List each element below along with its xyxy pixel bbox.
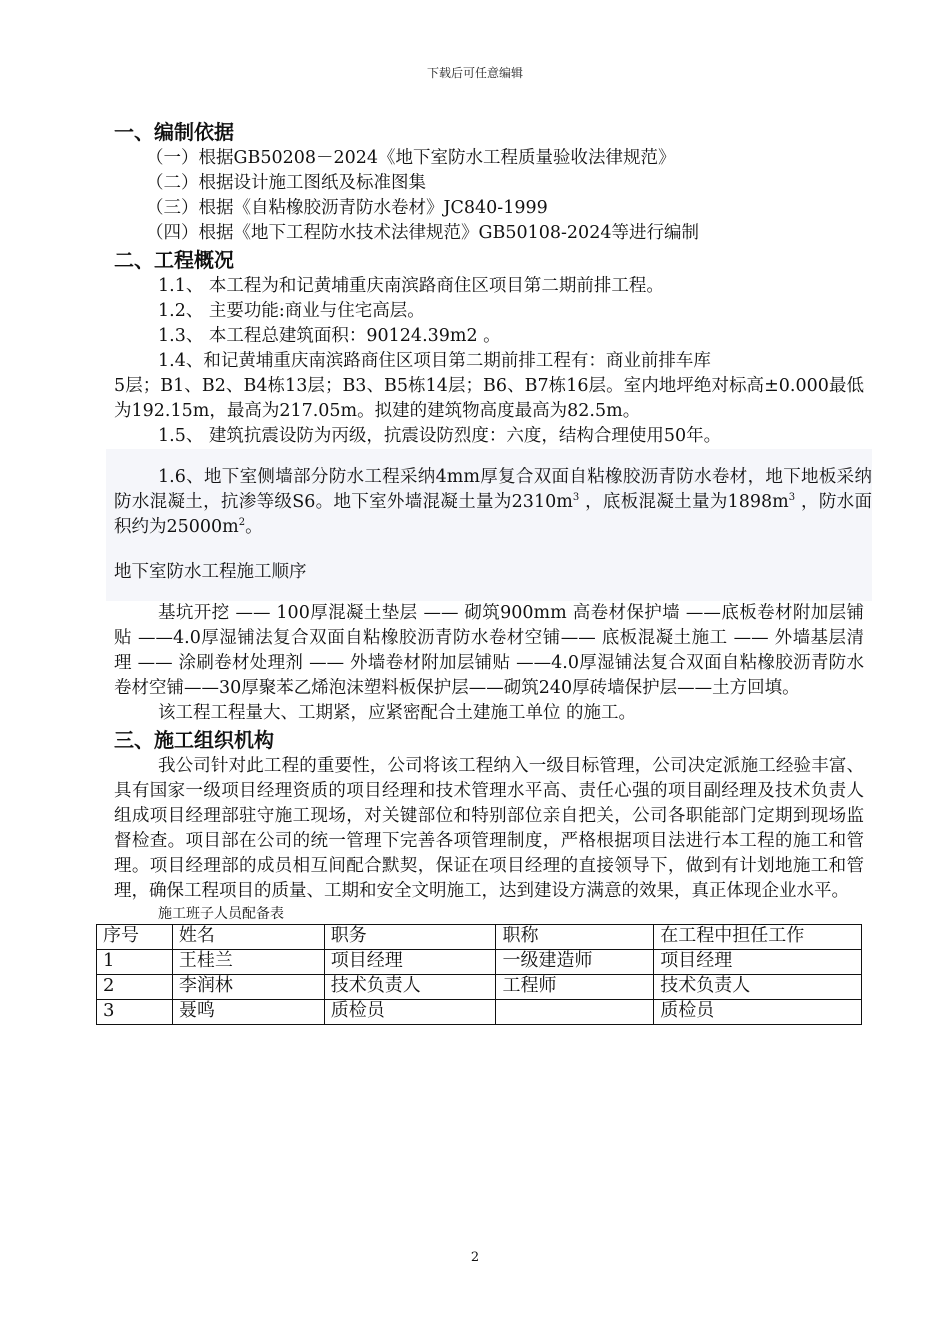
- table-cell: 技术负责人: [654, 975, 862, 1000]
- table-cell: 质检员: [654, 1000, 862, 1025]
- table-cell: 3: [97, 1000, 173, 1025]
- table-cell: 项目经理: [324, 950, 496, 975]
- overview-1-4-b: 5层；B1、B2、B4栋13层；B3、B5栋14层；B6、B7栋16层。室内地坪绝对标高±0.000最低为192.15m，最高为217.05m。拟建的建筑物高度最高为82.5m。: [114, 376, 864, 421]
- header-cell: 姓名: [172, 925, 324, 950]
- overview-1-4-a: 1.4、和记黄埔重庆南滨路商住区项目第二期前排工程有：商业前排车库: [158, 351, 711, 371]
- table-cell: 李润林: [172, 975, 324, 1000]
- sequence-title: 地下室防水工程施工顺序: [114, 562, 307, 582]
- overview-1-3: 1.3、 本工程总建筑面积：90124.39m2 。: [158, 326, 501, 346]
- overview-1-1: 1.1、 本工程为和记黄埔重庆南滨路商住区项目第二期前排工程。: [158, 276, 664, 296]
- sequence-note: 该工程工程量大、工期紧，应紧密配合土建施工单位 的施工。: [158, 703, 637, 723]
- section-2-title: 二、工程概况: [114, 248, 234, 272]
- highlighted-block: [106, 449, 872, 601]
- table-cell: 2: [97, 975, 173, 1000]
- header-cell: 在工程中担任工作: [654, 925, 862, 950]
- table-cell: 王桂兰: [172, 950, 324, 975]
- basis-item-3: （三）根据《自粘橡胶沥青防水卷材》JC840-1999: [146, 198, 548, 218]
- table-cell: 技术负责人: [324, 975, 496, 1000]
- header-cell: 序号: [97, 925, 173, 950]
- page-header: 下载后可任意编辑: [426, 66, 523, 80]
- header-cell: 职务: [324, 925, 496, 950]
- table-row: [97, 1000, 862, 1025]
- document-body: [103, 118, 872, 1025]
- basis-item-4: （四）根据《地下工程防水技术法律规范》GB50108-2024等进行编制: [146, 223, 699, 243]
- table-cell: 项目经理: [654, 950, 862, 975]
- section-1-title: 一、编制依据: [114, 120, 234, 144]
- basis-item-2: （二）根据设计施工图纸及标准图集: [146, 173, 426, 193]
- table-row: [97, 950, 862, 975]
- table-cell: 聂鸣: [172, 1000, 324, 1025]
- overview-1-2: 1.2、 主要功能:商业与住宅高层。: [158, 301, 425, 321]
- table-caption: 施工班子人员配备表: [158, 906, 284, 922]
- header-cell: 职称: [496, 925, 654, 950]
- table-row: [97, 975, 862, 1000]
- page-number: 2: [470, 1250, 480, 1265]
- table-cell: 质检员: [324, 1000, 496, 1025]
- section-3-title: 三、施工组织机构: [114, 728, 274, 752]
- overview-1-6: 1.6、地下室侧墙部分防水工程采纳4mm厚复合双面自粘橡胶沥青防水卷材，地下地板采纳防水混凝土，抗渗等级S6。地下室外墙混凝土量为$2310m^3$ ，底板混凝土量为$1898m^3$ ，防水面积约为$25000m^2$。: [114, 467, 872, 537]
- basis-item-1: （一）根据GB50208－2024《地下室防水工程质量验收法律规范》: [146, 148, 676, 168]
- table-cell: [496, 1000, 654, 1025]
- staff-table: [96, 924, 862, 1025]
- organization-paragraph: 我公司针对此工程的重要性，公司将该工程纳入一级目标管理，公司决定派施工经验丰富、具有国家一级项目经理资质的项目经理和技术管理水平高、责任心强的项目副经理及技术负责人组成项目经理部驻守施工现场，对关键部位和特别部位亲自把关，公司各职能部门定期到现场监督检查。项目部在公司的统一管理下完善各项管理制度，严格根据项目法进行本工程的施工和管理。项目经理部的成员相互间配合默契，保证在项目经理的直接领导下，做到有计划地施工和管理，确保工程项目的质量、工期和安全文明施工，达到建设方满意的效果，真正体现企业水平。: [114, 756, 864, 901]
- table-cell: 一级建造师: [496, 950, 654, 975]
- overview-1-5: 1.5、 建筑抗震设防为丙级，抗震设防烈度：六度，结构合理使用50年。: [158, 426, 722, 446]
- table-cell: 1: [97, 950, 173, 975]
- table-header-row: [97, 925, 862, 950]
- construction-sequence: 基坑开挖 —— 100厚混凝土垫层 —— 砌筑900mm 高卷材保护墙 ——底板卷材附加层铺贴 ——4.0厚湿铺法复合双面自粘橡胶沥青防水卷材空铺—— 底板混凝土施工 —— 外墙基层清理 —— 涂刷卷材处理剂 —— 外墙卷材附加层铺贴 ——4.0厚湿铺法复合双面自粘橡胶沥青防水卷材空铺——30厚聚苯乙烯泡沫塑料板保护层——砌筑240厚砖墙保护层——土方回填。: [114, 603, 864, 698]
- table-cell: 工程师: [496, 975, 654, 1000]
